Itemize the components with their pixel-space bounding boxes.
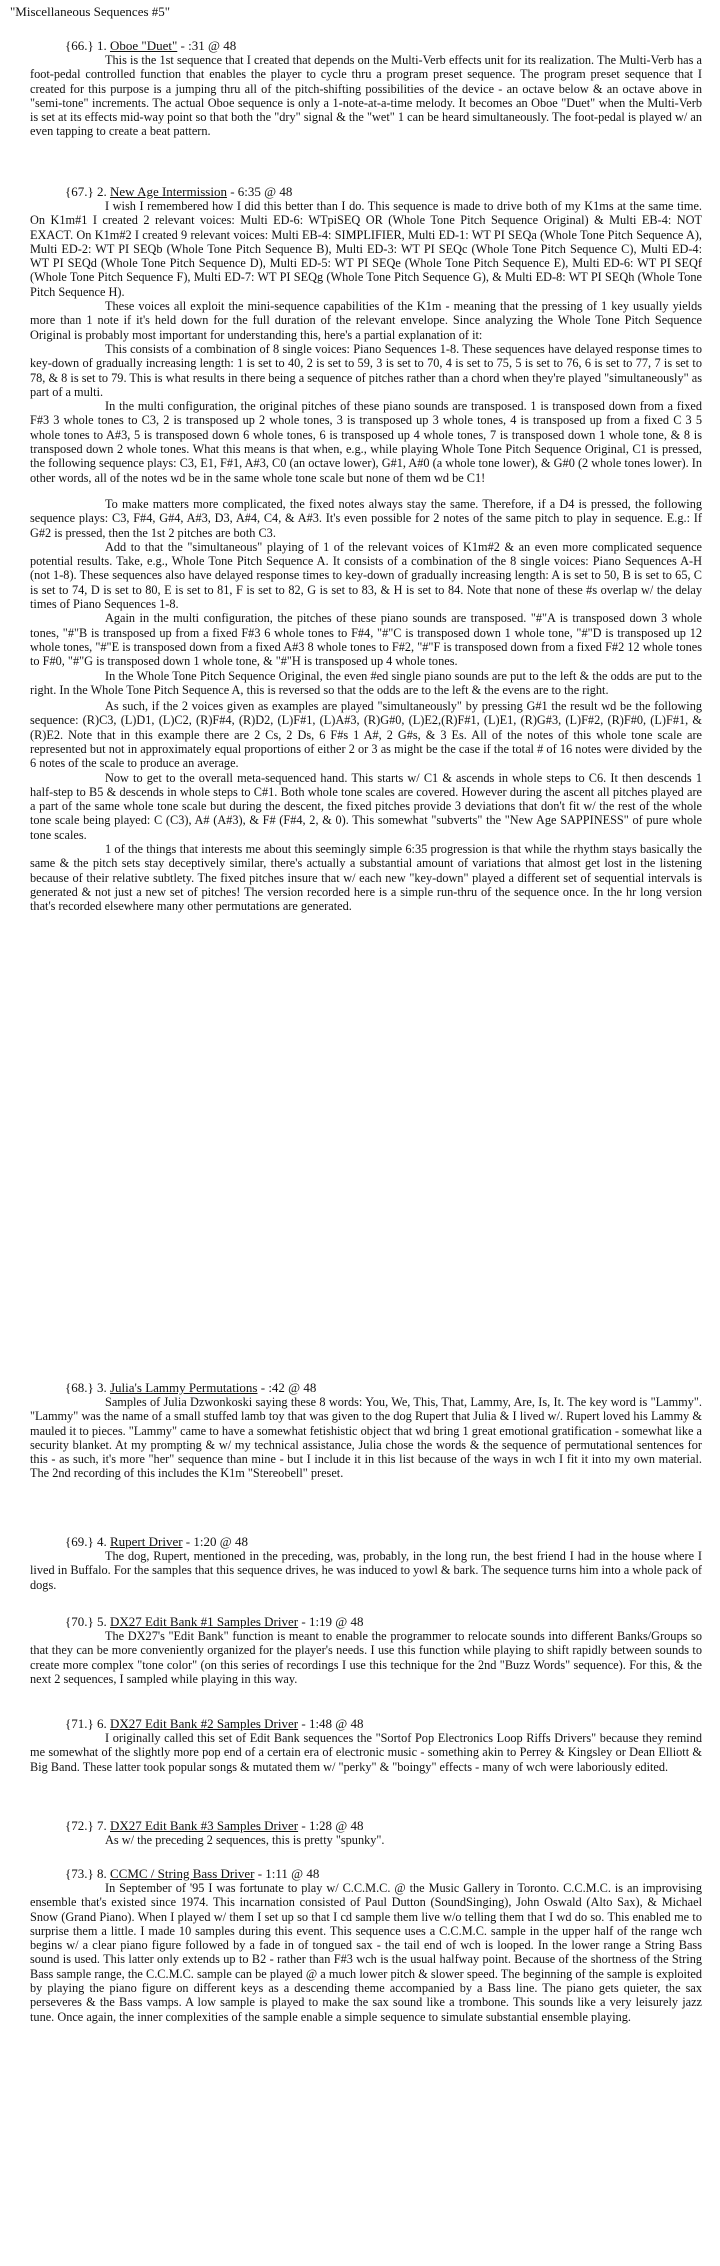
entry-new-age-intermission <box>30 184 702 914</box>
entry-dx27-edit-bank-3 <box>30 1818 702 1847</box>
paragraph: I wish I remembered how I did this better than I do. This sequence is made to drive both of my K1ms at the same time. On K1m#1 I created 2 relevant voices: Multi ED-6: WTpiSEQ OR (Whole Tone Pitch Sequence Original) & Multi EB-4: NOT EXACT. On K1m#2 I created 9 relevant voices: Multi EB-4: SIMPLIFIER, Multi ED-1: WT PI SEQa (Whole Tone Pitch Sequence A), Multi ED-2: WT PI SEQb (Whole Tone Pitch Sequence B), Multi ED-3: WT PI SEQc (Whole Tone Pitch Sequence C), Multi ED-4: WT PI SEQd (Whole Tone Pitch Sequence D), Multi ED-5: WT PI SEQe (Whole Tone Pitch Sequence E), Multi ED-6: WT PI SEQf (Whole Tone Pitch Sequence F), Multi ED-7: WT PI SEQg (Whole Tone Pitch Sequence G), & Multi ED-8: WT PI SEQh (Whole Tone Pitch Sequence H). <box>30 199 702 299</box>
paragraph: This consists of a combination of 8 single voices: Piano Sequences 1-8. These sequences have delayed response times to key-down of gradually increasing length: 1 is set to 40, 2 is set to 59, 3 is set to 70, 4 is set to 75, 5 is set to 76, 6 is set to 77, 7 is set to 78, & 8 is set to 79. This is what results in there being a sequence of pitches rather than a chord when they're played "simultaneously" as part of a multi. <box>30 341 702 399</box>
entry-heading <box>30 1818 702 1833</box>
paragraph: In September of '95 I was fortunate to play w/ C.C.M.C. @ the Music Gallery in Toronto. C.C.M.C. is an improvising ensemble that's existed since 1974. This incarnation consisted of Paul Dutton (SoundSinging), John Oswald (Alto Sax), & Michael Snow (Grand Piano). When I played w/ them I set up so that I cd sample them live w/o telling them that I wd do so. This enabled me to surprise them a little. I made 10 samples during this event. This sequence uses a C.C.M.C. sample in the upper half of the range wch begins w/ a clear piano figure followed by a fade in of tongued sax - the tail end of wch is looped. In the lower range a String Bass sound is used. This latter only extends up to B2 - rather than F#3 wch is the usual halfway point. Because of the shortness of the String Bass sample range, the C.C.M.C. sample can be played @ a much lower pitch & slower speed. The beginning of the sample is exploited by playing the piano figure on different keys as a descending theme accompanied by a Bass line. The piano gets quieter, the sax perseveres & the Bass vamps. A low sample is played to make the sax sound like a trombone. This sounds like a very leisurely jazz tune. Once again, the inner complexities of the sample enable a simple sequence to simulate substantial ensemble playing. <box>30 1881 702 2024</box>
paragraph: In the multi configuration, the original pitches of these piano sounds are transposed. 1 is transposed down from a fixed F#3 3 whole tones to C3, 2 is transposed up 2 whole tones, 3 is transposed up 3 whole tones, 4 is transposed up from a fixed C 3 5 whole tones to A#3, 5 is transposed down 6 whole tones, 6 is transposed up 4 whole tones, 7 is transposed down 1 whole tone, & 8 is transposed down 2 whole tones. What this means is that when, e.g., while playing Whole Tone Pitch Sequence Original, C1 is pressed, the following sequence plays: C3, E1, F#1, A#3, C0 (an octave lower), G#1, A#0 (a whole tone lower), & G#0 (2 whole tones lower). In other words, all of the notes wd be in the same whole tone scale but none of them wd be C1! <box>30 399 702 485</box>
entry-duration: - 1:28 @ 48 <box>298 1818 364 1833</box>
entry-duration: - 1:48 @ 48 <box>298 1716 364 1731</box>
paragraph: In the Whole Tone Pitch Sequence Original, the even #ed single piano sounds are put to the left & the odds are put to the right. In the Whole Tone Pitch Sequence A, this is reversed so that the odds are to the left & the evens are to the right. <box>30 668 702 697</box>
entry-heading <box>30 1866 702 1881</box>
entry-heading <box>30 38 702 53</box>
paragraph: Now to get to the overall meta-sequenced hand. This starts w/ C1 & ascends in whole steps to C6. It then descends 1 half-step to B5 & descends in whole steps to C#1. Both whole tone scales are covered. However during the ascent all pitches played are a part of the same whole tone scale but during the descent, the fixed pitches provide 3 deviations that don't fit w/ the rest of the whole tone scale being played: C (C3), A# (A#3), & F# (F#4, 2, & 0). This somewhat "subverts" the "New Age SAPPINESS" of pure whole tone scales. <box>30 770 702 842</box>
entry-heading <box>30 1614 702 1629</box>
paragraph: This is the 1st sequence that I created that depends on the Multi-Verb effects unit for its realization. The Multi-Verb has a foot-pedal controlled function that enables the player to cycle thru a program preset sequence. The program preset sequence that I created for this purpose is a jumping thru all of the pitch-shifting possibilities of the device - an octave below & an octave above in "semi-tone" increments. The actual Oboe sequence is only a 1-note-at-a-time melody. It becomes an Oboe "Duet" when the Multi-Verb is set at its effects mid-way point so that both the "dry" signal & the "wet" 1 can be heard simultaneously. The foot-pedal is played w/ an even tapping to create a beat pattern. <box>30 53 702 139</box>
entry-number: {70.} 5. <box>65 1614 107 1629</box>
entry-title: DX27 Edit Bank #1 Samples Driver <box>109 1614 299 1629</box>
entry-heading <box>30 1534 702 1549</box>
paragraph: As such, if the 2 voices given as examples are played "simultaneously" by pressing G#1 the result wd be the following sequence: (R)C3, (L)D1, (L)C2, (R)F#4, (R)D2, (L)F#1, (L)A#3, (R)G#0, (L)E2,(R)F#1, (L)E1, (R)G#3, (L)F#2, (R)F#0, (L)F#1, & (R)E2. Note that in this example there are 2 Cs, 2 Ds, 6 F#s 1 A#, 2 G#s, & 3 Es. All of the notes of this whole tone scale are represented but not in approximately equal proportions of either 2 or 3 as might be the case if the total # of 16 notes were divided by the 6 notes of the scale to produce an average. <box>30 699 702 771</box>
paragraph: I originally called this set of Edit Bank sequences the "Sortof Pop Electronics Loop Riffs Drivers" because they remind me somewhat of the slightly more pop end of a certain era of electronic music - something akin to Perrey & Kingsley or Dean Elliott & Big Band. These latter took popular songs & mutated them w/ "perky" & "boingy" effects - many of wch were laboriously edited. <box>30 1731 702 1774</box>
paragraph: Add to that the "simultaneous" playing of 1 of the relevant voices of K1m#2 & an even more complicated sequence potential results. Take, e.g., Whole Tone Pitch Sequence A. It consists of a combination of the 8 single voices: Piano Sequences A-H (not 1-8). These sequences also have delayed response times to key-down of gradually increasing length: A is set to 50, B is set to 65, C is set to 74, D is set to 80, E is set to 81, F is set to 82, G is set to 83, & H is set to 84. Note that none of these #s overlap w/ the delay times of Piano Sequences 1-8. <box>30 539 702 612</box>
entry-ccmc-string-bass-driver <box>30 1866 702 2024</box>
entry-duration: - :31 @ 48 <box>177 38 237 53</box>
entry-duration: - 1:11 @ 48 <box>254 1866 320 1881</box>
entry-title: Oboe "Duet" <box>109 38 178 53</box>
paragraph: As w/ the preceding 2 sequences, this is pretty "spunky". <box>105 1833 385 1847</box>
entry-title: Rupert Driver <box>109 1534 183 1549</box>
entry-duration: - 6:35 @ 48 <box>226 184 293 199</box>
paragraph: To make matters more complicated, the fixed notes always stay the same. Therefore, if a D4 is pressed, the following sequence plays: C3, F#4, G#4, A#3, D3, A#4, C4, & A#3. It's even possible for 2 notes of the same pitch to play in sequence. E.g.: If G#2 is pressed, then the 1st 2 pitches are both C3. <box>30 496 702 540</box>
paragraph: 1 of the things that interests me about this seemingly simple 6:35 progression is that while the rhythm stays basically the same & the pitch sets stay deceptively similar, there's actually a substantial amount of variations that almost get lost in the listening because of their relative subtlety. The fixed pitches insure that w/ each new "key-down" played a different set of sequential intervals is generated & not just a new set of pitches! The version recorded here is a simple run-thru of the sequence once. In the hr long version that's recorded elsewhere many other permutations are generated. <box>30 842 702 914</box>
entry-title: Julia's Lammy Permutations <box>109 1380 258 1395</box>
entry-oboe-duet <box>30 38 702 139</box>
entry-dx27-edit-bank-1 <box>30 1614 702 1686</box>
entry-duration: - 1:19 @ 48 <box>298 1614 364 1629</box>
entry-heading <box>30 1380 702 1395</box>
entry-duration: - :42 @ 48 <box>257 1380 317 1395</box>
entry-number: {73.} 8. <box>65 1866 107 1881</box>
entry-number: {68.} 3. <box>65 1380 107 1395</box>
entry-number: {69.} 4. <box>65 1534 107 1549</box>
entry-dx27-edit-bank-2 <box>30 1716 702 1774</box>
entry-julias-lammy-permutations <box>30 1380 702 1481</box>
paragraph: Again in the multi configuration, the pitches of these piano sounds are transposed. "#"A is transposed down 3 whole tones, "#"B is transposed up from a fixed F#3 6 whole tones to F#4, "#"C is transposed down 1 whole tone, "#"D is transposed up 12 whole tones, "#"E is transposed down from a fixed A#3 8 whole tones to F#2, "#"F is transposed down from a fixed F#2 12 whole tones to F#0, "#"G is transposed down 1 whole tone, & "#"H is transposed up 4 whole tones. <box>30 611 702 669</box>
entry-rupert-driver <box>30 1534 702 1592</box>
entry-number: {66.} 1. <box>65 38 107 53</box>
entry-duration: - 1:20 @ 48 <box>182 1534 248 1549</box>
paragraph: The DX27's "Edit Bank" function is meant to enable the programmer to relocate sounds into different Banks/Groups so that they can be more conveniently organized for the player's needs. I use this function while playing to shift rapidly between sounds to create more complex "tone color" (on this series of recordings I use this technique for the 2nd "Buzz Words" sequence). For this, & the next 2 sequences, I sampled while playing in this way. <box>30 1629 702 1686</box>
document-title: "Miscellaneous Sequences #5" <box>10 4 171 19</box>
entry-number: {72.} 7. <box>65 1818 107 1833</box>
entry-heading <box>30 1716 702 1731</box>
entry-title: CCMC / String Bass Driver <box>109 1866 255 1881</box>
entry-title: New Age Intermission <box>109 184 227 199</box>
entry-number: {67.} 2. <box>65 184 107 199</box>
entry-title: DX27 Edit Bank #2 Samples Driver <box>109 1716 299 1731</box>
paragraph: The dog, Rupert, mentioned in the preceding, was, probably, in the long run, the best friend I had in the house where I lived in Buffalo. For the samples that this sequence drives, he was induced to yowl & bark. The sequence turns him into a whole pack of dogs. <box>30 1549 702 1592</box>
paragraph: These voices all exploit the mini-sequence capabilities of the K1m - meaning that the pressing of 1 key usually yields more than 1 note if it's held down for the full duration of the relevant envelope. Since analyzing the Whole Tone Pitch Sequence Original is probably most important for understanding this, here's a partial explanation of it: <box>30 299 702 342</box>
entry-heading <box>30 184 702 199</box>
entry-number: {71.} 6. <box>65 1716 107 1731</box>
paragraph: Samples of Julia Dzwonkoski saying these 8 words: You, We, This, That, Lammy, Are, Is, It. The key word is "Lammy". "Lammy" was the name of a small stuffed lamb toy that was given to the dog Rupert that Julia & I lived w/. Rupert loved his Lammy & mauled it to pieces. "Lammy" came to have a somewhat fetishistic object that wd bring 1 great emotional gratification - somewhat like a security blanket. At my prompting & w/ my technical assistance, Julia chose the words & the sequence of permutational sentences for this - as such, it's more "her" sequence than mine - but I include it in this list because of the ways in wch I fit it into my own material. The 2nd recording of this includes the K1m "Stereobell" preset. <box>30 1395 702 1481</box>
entry-title: DX27 Edit Bank #3 Samples Driver <box>109 1818 299 1833</box>
